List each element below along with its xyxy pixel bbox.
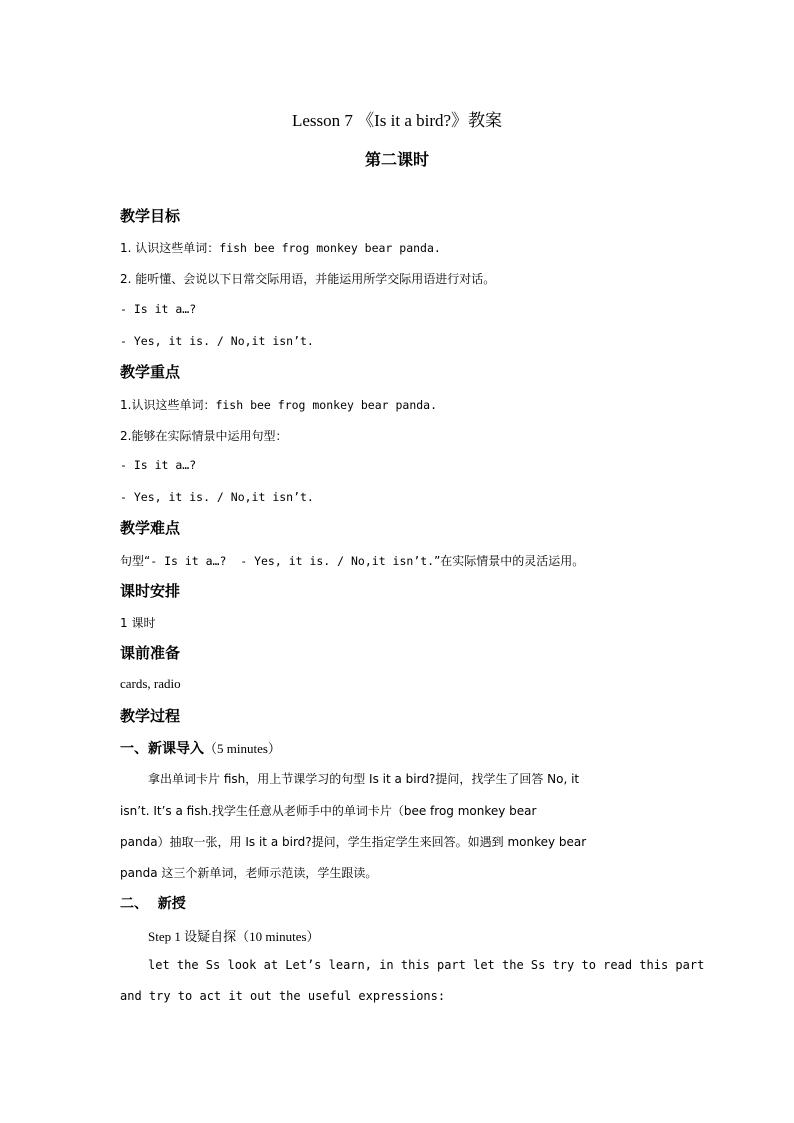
difficulties-text-code: - Is it a…? - Yes, it is. / No,it isn’t.: [150, 554, 435, 568]
heading-objectives: 教学目标: [120, 207, 181, 225]
process-part-1-paragraph-line-4: panda 这三个新单词，老师示范读，学生跟读。: [120, 866, 378, 880]
process-part-1-paragraph-line-3: panda）抽取一张，用 Is it a bird?提问，学生指定学生来回答。如遇到 monkey bear: [120, 835, 587, 849]
process-part-1-paragraph-line-1: 拿出单词卡片 fish，用上节课学习的句型 Is it a bird?提问，找学生了回答 No, it: [148, 772, 580, 786]
heading-schedule: 课时安排: [120, 582, 181, 600]
process-part-2-heading: 二、 新授: [120, 896, 186, 912]
heading-difficulties: 教学难点: [120, 519, 181, 537]
objectives-item-1: [120, 239, 441, 256]
difficulties-text: [120, 552, 584, 569]
objectives-dialog-2: - Yes, it is. / No,it isn’t.: [120, 334, 314, 348]
heading-key-points: 教学重点: [120, 363, 181, 381]
page-subtitle: 第二课时: [364, 150, 429, 169]
page-title: Lesson 7 《Is it a bird?》教案: [291, 111, 503, 130]
difficulties-text-prefix: 句型“: [120, 554, 151, 568]
key-points-item-1-prefix: 1.认识这些单词：: [120, 398, 216, 412]
preparation-text: cards, radio: [120, 676, 181, 691]
process-step-1-paragraph-line-1: let the Ss look at Let’s learn, in this part let the Ss try to read this part: [148, 958, 705, 972]
process-part-1-time: （5 minutes）: [204, 741, 281, 756]
key-points-item-1: [120, 396, 437, 413]
heading-preparation: 课前准备: [120, 644, 181, 662]
process-step-1-paragraph-line-2: and try to act it out the useful expressions:: [120, 989, 446, 1003]
objectives-item-2: 2. 能听懂、会说以下日常交际用语，并能运用所学交际用语进行对话。: [120, 272, 496, 286]
objectives-dialog-1: - Is it a…?: [120, 302, 197, 316]
process-step-1: Step 1 设疑自探（10 minutes）: [148, 929, 320, 944]
process-part-1-heading-line: [120, 738, 281, 758]
key-points-dialog-1: - Is it a…?: [120, 458, 197, 472]
objectives-item-1-words: fish bee frog monkey bear panda.: [219, 241, 441, 255]
key-points-item-1-words: fish bee frog monkey bear panda.: [215, 398, 438, 412]
process-part-1-paragraph-line-2: isn’t. It’s a fish.找学生任意从老师手中的单词卡片（bee frog monkey bear: [120, 804, 537, 818]
schedule-text: 1 课时: [120, 616, 156, 630]
process-part-1-heading: 一、新课导入: [120, 741, 204, 757]
key-points-dialog-2: - Yes, it is. / No,it isn’t.: [120, 490, 314, 504]
heading-process: 教学过程: [120, 707, 181, 725]
key-points-item-2: 2.能够在实际情景中运用句型：: [120, 429, 288, 443]
objectives-item-1-prefix: 1. 认识这些单词：: [120, 241, 220, 255]
difficulties-text-suffix: ”在实际情景中的灵活运用。: [434, 554, 585, 568]
